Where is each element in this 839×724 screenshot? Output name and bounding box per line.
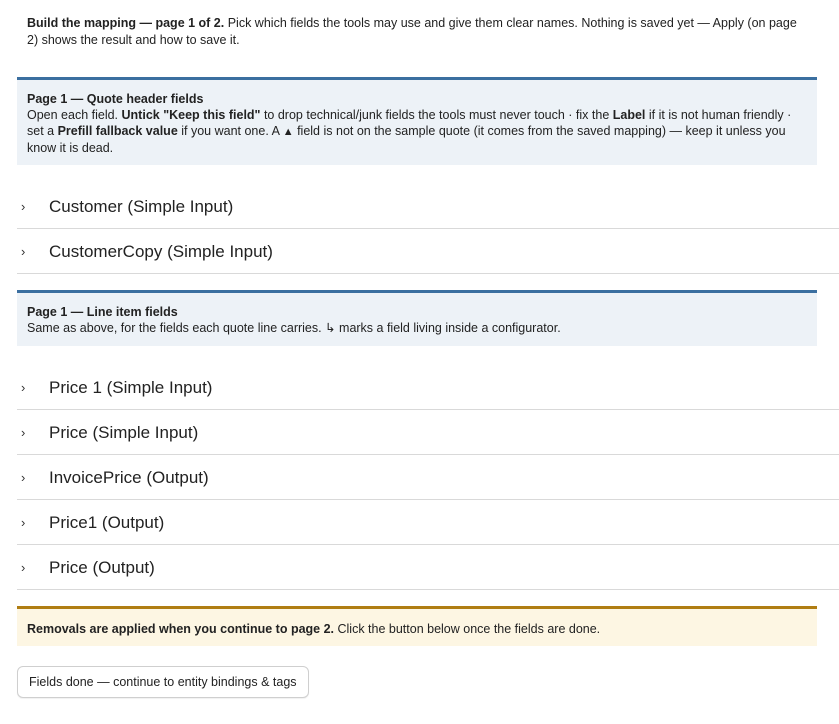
desc-part: field is not on the sample quote (it comes from the saved mapping) — keep it unless you know it is dead. — [27, 124, 786, 155]
field-row-price1-output[interactable] — [17, 501, 839, 545]
field-row-price-output[interactable] — [17, 546, 839, 590]
field-row-customercopy[interactable] — [17, 230, 839, 274]
desc-part: if it is not human friendly · set a — [27, 108, 792, 138]
notice-heading: Removals are applied when you continue to page 2. — [27, 622, 335, 636]
chevron-right-icon: › — [21, 244, 26, 259]
field-label: Price (Simple Input) — [49, 422, 199, 442]
line-fields-title: Page 1 — Line item fields — [27, 305, 178, 319]
intro-body: Pick which fields the tools may use and give them clear names. Nothing is saved yet — Apply (on page 2) shows the result and how to save it. — [27, 16, 797, 47]
desc-part: to drop technical/junk fields the tools must never touch · fix the — [260, 108, 613, 122]
desc-bold-keep: Untick "Keep this field" — [121, 108, 261, 122]
field-row-price-input[interactable] — [17, 411, 839, 455]
desc-bold-prefill: Prefill fallback value — [57, 124, 178, 138]
header-fields-desc — [27, 108, 791, 155]
intro-text — [27, 15, 807, 49]
chevron-right-icon: › — [21, 515, 26, 530]
field-label: Price 1 (Simple Input) — [49, 377, 213, 397]
desc-bold-label: Label — [612, 108, 646, 122]
continue-button[interactable]: Fields done — continue to entity bindings & tags — [17, 666, 309, 698]
header-fields-title: Page 1 — Quote header fields — [27, 92, 204, 106]
field-label: CustomerCopy (Simple Input) — [49, 241, 273, 261]
chevron-right-icon: › — [21, 425, 26, 440]
line-fields-info — [17, 290, 817, 346]
field-row-invoiceprice-output[interactable] — [17, 456, 839, 500]
field-row-customer[interactable] — [17, 185, 839, 229]
notice-body: Click the button below once the fields are done. — [334, 622, 601, 636]
field-label: Price (Output) — [49, 557, 155, 577]
chevron-right-icon: › — [21, 470, 26, 485]
line-fields-desc: Same as above, for the fields each quote line carries. ↳ marks a field living inside a configurator. — [27, 321, 561, 335]
field-label: Price1 (Output) — [49, 512, 165, 532]
field-label: InvoicePrice (Output) — [49, 467, 209, 487]
header-fields-info — [17, 77, 817, 165]
chevron-right-icon: › — [21, 380, 26, 395]
field-label: Customer (Simple Input) — [49, 196, 234, 216]
removals-notice — [17, 606, 817, 646]
desc-part: if you want one. A — [177, 124, 283, 138]
field-row-price-1-input[interactable] — [17, 366, 839, 410]
intro-heading: Build the mapping — page 1 of 2. — [27, 16, 225, 30]
warning-icon: ▲ — [282, 126, 294, 138]
chevron-right-icon: › — [21, 560, 26, 575]
chevron-right-icon: › — [21, 199, 26, 214]
desc-part: Open each field. — [27, 108, 122, 122]
